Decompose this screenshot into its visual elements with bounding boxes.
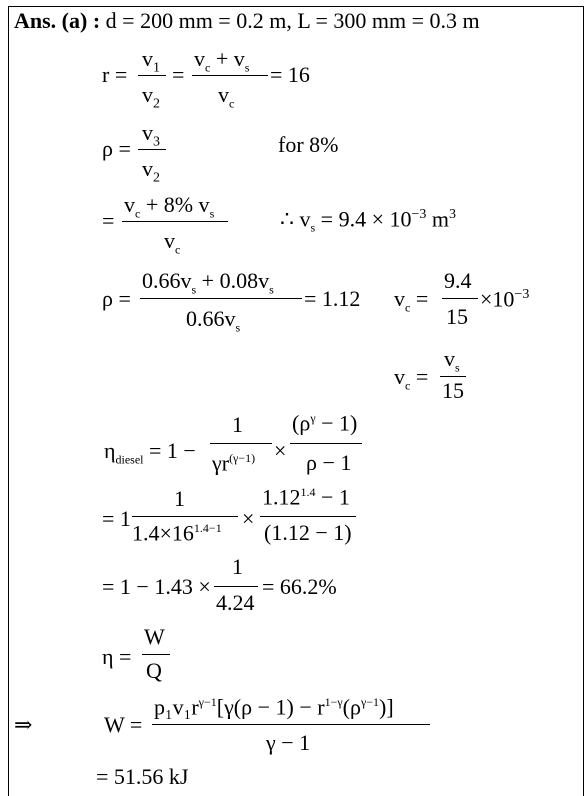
eq4-num: $0.66v_s + 0.08v_s$ xyxy=(142,268,274,297)
given-values: d = 200 mm = 0.2 m, L = 300 mm = 0.3 m xyxy=(105,8,480,33)
eq4-frac-den: 15 xyxy=(446,304,468,329)
eq3-num: $v_c + 8\%$ $v_s$ xyxy=(124,192,215,221)
answer-header xyxy=(14,10,480,32)
eq3-lhs: = xyxy=(102,208,115,233)
r-frac1-bar xyxy=(138,75,166,76)
r-den1: $v_2$ xyxy=(142,82,160,112)
eq3-frac-bar xyxy=(122,221,228,222)
eq8-num: 1 xyxy=(232,554,243,579)
eq5-den: 15 xyxy=(442,378,464,403)
r-eq: = xyxy=(172,62,185,87)
eq8-den: 4.24 xyxy=(216,590,255,615)
eq7-times: × xyxy=(242,506,255,531)
eq10-num: $p_1v_1r^{\gamma-1}[\gamma(\rho - 1) - r^{1-\gamma}(\rho^{\gamma-1})]$ xyxy=(154,694,394,720)
final-result: = 51.56 kJ xyxy=(96,764,189,789)
eq9-num: W xyxy=(144,624,165,649)
eq10-frac-bar xyxy=(152,724,430,725)
r-num2: $v_c + v_s$ xyxy=(194,46,250,75)
eta-f1-den: $\gamma r^{(\gamma-1)}$ xyxy=(212,450,256,476)
rho-note: for 8% xyxy=(278,132,339,157)
eq10-den: γ − 1 xyxy=(266,730,311,755)
eq7-f2-bar xyxy=(260,516,356,517)
r-rhs: = 16 xyxy=(270,62,310,87)
implies-arrow: ⇒ xyxy=(14,712,33,737)
r-den2: $v_c$ xyxy=(218,82,235,111)
eq4-lhs: ρ = xyxy=(102,286,131,311)
r-num1: $v_1$ xyxy=(142,46,160,76)
eq7-f2-den: (1.12 − 1) xyxy=(264,520,352,545)
eq4-vc: $v_c$ = xyxy=(394,286,429,315)
eta-f2-bar xyxy=(290,443,362,444)
eq7-lhs: = 1 xyxy=(102,506,131,531)
eq7-f1-den: $1.4\times 16^{1.4-1}$ xyxy=(132,520,222,546)
eq5-vc: $v_c$ = xyxy=(394,364,429,393)
eq8-frac-bar xyxy=(214,586,258,587)
eq4-frac-num: 9.4 xyxy=(444,268,472,293)
eq4-frac-bar xyxy=(140,298,302,299)
rho-num: $v_3$ xyxy=(142,120,160,150)
eq10-lhs: W = xyxy=(104,712,143,737)
answer-label: Ans. (a) : xyxy=(14,8,101,33)
rho-frac-bar xyxy=(138,149,166,150)
r-lhs: r = xyxy=(102,62,128,87)
eta-times: × xyxy=(274,438,287,463)
eq4-times: $\times 10^{-3}$ xyxy=(480,286,530,312)
eq8-lhs: = 1 − 1.43 × xyxy=(102,574,211,599)
eq9-lhs: η = xyxy=(102,644,132,669)
rho-lhs: ρ = xyxy=(102,136,131,161)
eq3-therefore: ∴ $v_s = 9.4 \times 10^{-3}$ $m^3$ xyxy=(280,206,457,235)
eq7-f1-num: 1 xyxy=(174,486,185,511)
eq4-vc-frac-bar xyxy=(442,298,478,299)
eta-f2-den: ρ − 1 xyxy=(306,450,352,475)
eta-diesel-lhs: $\eta_{diesel} = 1$ − xyxy=(104,438,196,467)
r-frac2-bar xyxy=(192,75,268,76)
eq8-rhs: = 66.2% xyxy=(262,574,337,599)
eq3-den: $v_c$ xyxy=(164,228,181,257)
eq4-rhs: = 1.12 xyxy=(304,286,361,311)
eta-f2-num: $(\rho^\gamma - 1)$ xyxy=(292,410,358,436)
eq7-f1-bar xyxy=(132,516,238,517)
eq7-f2-num: $1.12^{1.4} - 1$ xyxy=(262,484,350,510)
eq4-den: $0.66v_s$ xyxy=(186,306,241,335)
eq9-den: Q xyxy=(146,658,162,683)
eta-f1-num: 1 xyxy=(232,412,243,437)
eta-f1-bar xyxy=(210,443,272,444)
rho-den: $v_2$ xyxy=(142,156,160,186)
eq9-frac-bar xyxy=(142,654,170,655)
answer-frame xyxy=(8,6,584,796)
eq5-num: $v_s$ xyxy=(444,346,460,375)
